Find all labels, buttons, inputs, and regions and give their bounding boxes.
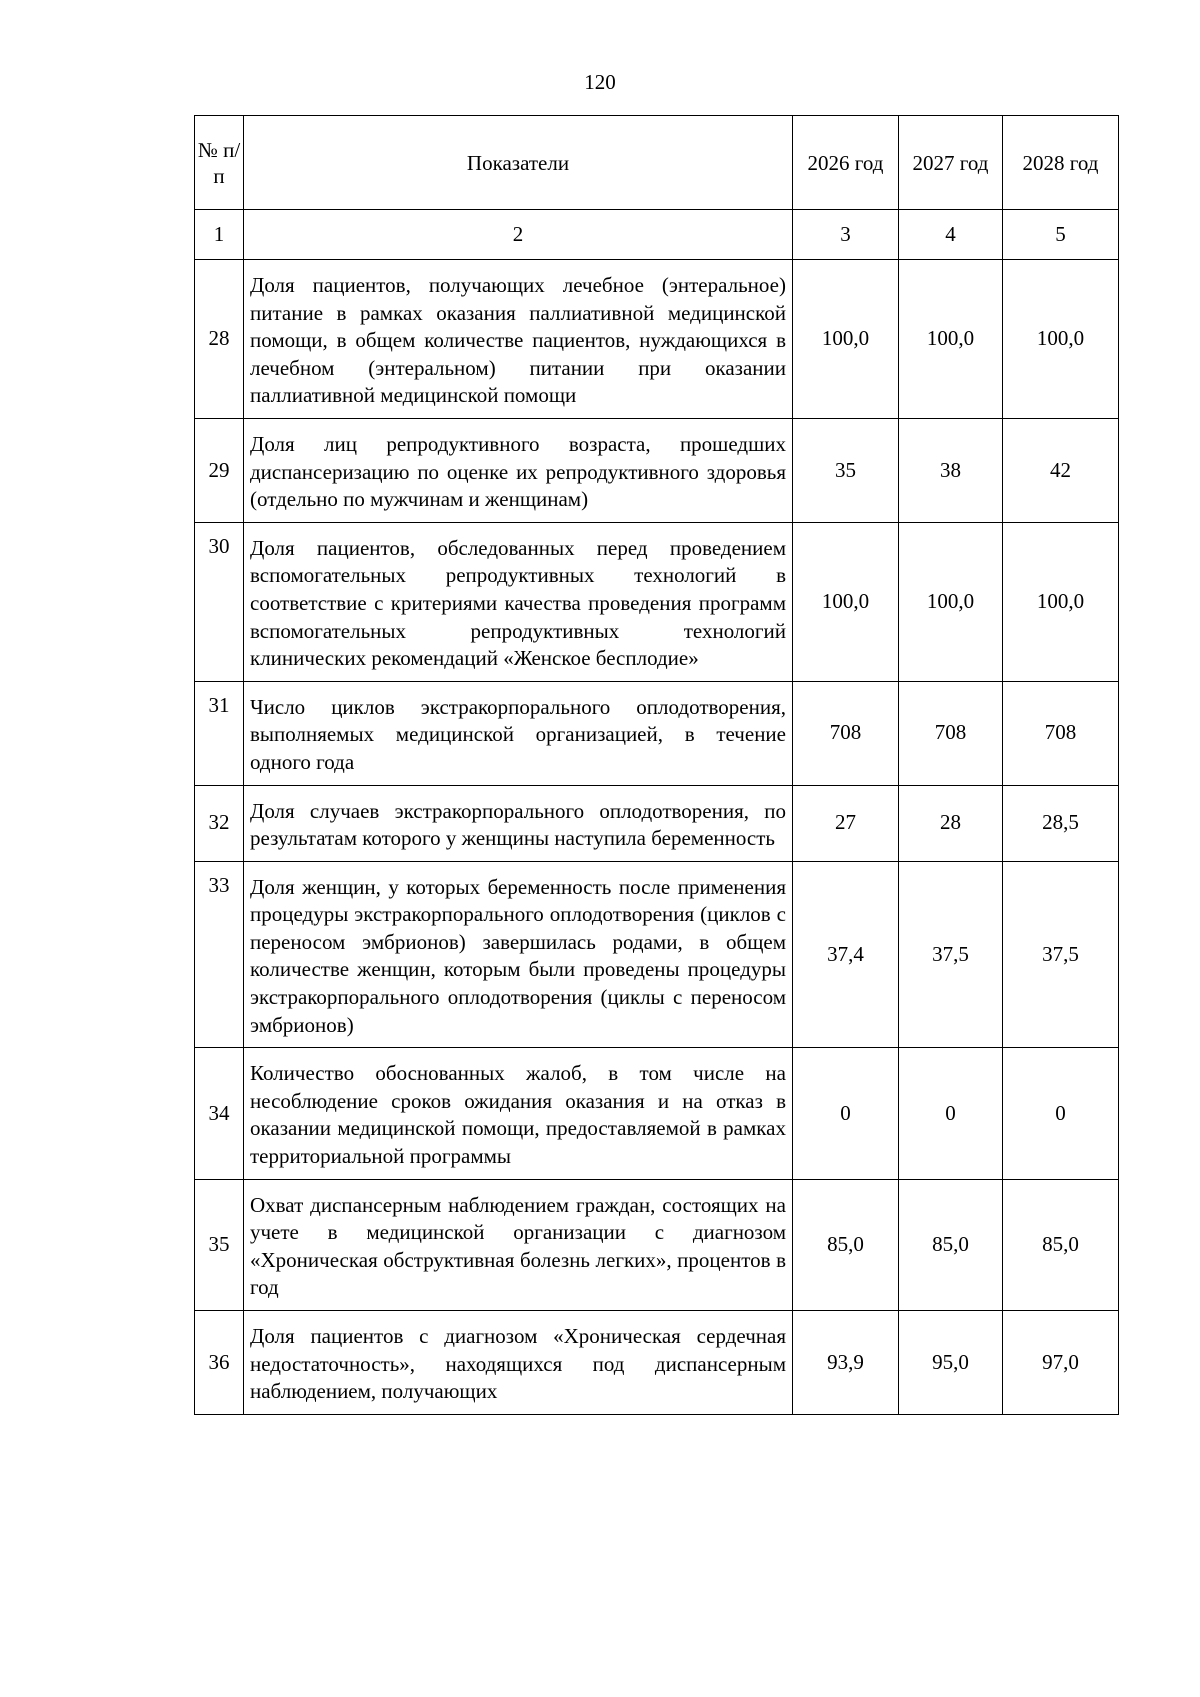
row-number: 30 bbox=[195, 522, 244, 681]
table-row bbox=[195, 1311, 1119, 1415]
row-value-2027: 28 bbox=[899, 785, 1003, 861]
table-row bbox=[195, 522, 1119, 681]
row-value-2026: 708 bbox=[793, 681, 899, 785]
row-number: 33 bbox=[195, 861, 244, 1048]
table-row bbox=[195, 260, 1119, 419]
row-number: 29 bbox=[195, 418, 244, 522]
table-row bbox=[195, 1179, 1119, 1310]
column-number: 4 bbox=[899, 210, 1003, 260]
column-number: 3 bbox=[793, 210, 899, 260]
table-row bbox=[195, 418, 1119, 522]
row-value-2027: 38 bbox=[899, 418, 1003, 522]
row-value-2028: 100,0 bbox=[1003, 260, 1119, 419]
row-indicator-text: Доля пациентов, обследованных перед проведением вспомогательных репродуктивных технологий в соответствие с критериями качества проведения программ вспомогательных репродуктивных технологий клинических рекомендаций «Женское бесплодие» bbox=[244, 522, 793, 681]
row-value-2026: 100,0 bbox=[793, 260, 899, 419]
column-numbers-row bbox=[195, 210, 1119, 260]
row-value-2027: 0 bbox=[899, 1048, 1003, 1179]
row-value-2027: 100,0 bbox=[899, 260, 1003, 419]
row-value-2028: 42 bbox=[1003, 418, 1119, 522]
row-value-2026: 35 bbox=[793, 418, 899, 522]
table-row bbox=[195, 785, 1119, 861]
row-value-2026: 100,0 bbox=[793, 522, 899, 681]
row-value-2028: 100,0 bbox=[1003, 522, 1119, 681]
row-number: 35 bbox=[195, 1179, 244, 1310]
header-indicator: Показатели bbox=[244, 116, 793, 210]
row-value-2027: 85,0 bbox=[899, 1179, 1003, 1310]
row-indicator-text: Охват диспансерным наблюдением граждан, состоящих на учете в медицинской организации с диагнозом «Хроническая обструктивная болезнь легких», процентов в год bbox=[244, 1179, 793, 1310]
row-number: 36 bbox=[195, 1311, 244, 1415]
row-value-2026: 37,4 bbox=[793, 861, 899, 1048]
table-header-row bbox=[195, 116, 1119, 210]
row-value-2028: 85,0 bbox=[1003, 1179, 1119, 1310]
row-number: 32 bbox=[195, 785, 244, 861]
row-indicator-text: Количество обоснованных жалоб, в том числе на несоблюдение сроков ожидания оказания и на отказ в оказании медицинской помощи, предоставляемой в рамках территориальной программы bbox=[244, 1048, 793, 1179]
row-indicator-text: Доля случаев экстракорпорального оплодотворения, по результатам которого у женщины наступила беременность bbox=[244, 785, 793, 861]
row-indicator-text: Доля женщин, у которых беременность после применения процедуры экстракорпорального оплодотворения (циклов с переносом эмбрионов) завершилась родами, в общем количестве женщин, которым были проведены процедуры экстракорпорального оплодотворения (циклы с переносом эмбрионов) bbox=[244, 861, 793, 1048]
row-value-2028: 97,0 bbox=[1003, 1311, 1119, 1415]
row-value-2028: 0 bbox=[1003, 1048, 1119, 1179]
table-row bbox=[195, 1048, 1119, 1179]
row-value-2027: 708 bbox=[899, 681, 1003, 785]
header-2027: 2027 год bbox=[899, 116, 1003, 210]
row-indicator-text: Доля пациентов с диагнозом «Хроническая сердечная недостаточность», находящихся под диспансерным наблюдением, получающих bbox=[244, 1311, 793, 1415]
row-number: 34 bbox=[195, 1048, 244, 1179]
row-value-2028: 708 bbox=[1003, 681, 1119, 785]
row-indicator-text: Доля лиц репродуктивного возраста, прошедших диспансеризацию по оценке их репродуктивного здоровья (отдельно по мужчинам и женщинам) bbox=[244, 418, 793, 522]
table-row bbox=[195, 861, 1119, 1048]
column-number: 2 bbox=[244, 210, 793, 260]
column-number: 5 bbox=[1003, 210, 1119, 260]
table-row bbox=[195, 681, 1119, 785]
row-value-2027: 100,0 bbox=[899, 522, 1003, 681]
row-number: 28 bbox=[195, 260, 244, 419]
row-value-2026: 0 bbox=[793, 1048, 899, 1179]
header-num: № п/п bbox=[195, 116, 244, 210]
row-value-2028: 28,5 bbox=[1003, 785, 1119, 861]
row-number: 31 bbox=[195, 681, 244, 785]
column-number: 1 bbox=[195, 210, 244, 260]
page-number: 120 bbox=[584, 70, 616, 94]
row-value-2027: 95,0 bbox=[899, 1311, 1003, 1415]
row-value-2028: 37,5 bbox=[1003, 861, 1119, 1048]
row-value-2026: 93,9 bbox=[793, 1311, 899, 1415]
header-2028: 2028 год bbox=[1003, 116, 1119, 210]
row-value-2026: 27 bbox=[793, 785, 899, 861]
row-value-2027: 37,5 bbox=[899, 861, 1003, 1048]
row-indicator-text: Число циклов экстракорпорального оплодотворения, выполняемых медицинской организацией, в течение одного года bbox=[244, 681, 793, 785]
indicators-table bbox=[194, 115, 1119, 1415]
row-value-2026: 85,0 bbox=[793, 1179, 899, 1310]
header-2026: 2026 год bbox=[793, 116, 899, 210]
row-indicator-text: Доля пациентов, получающих лечебное (энтеральное) питание в рамках оказания паллиативной медицинской помощи, в общем количестве пациентов, нуждающихся в лечебном (энтеральном) питании при оказании паллиативной медицинской помощи bbox=[244, 260, 793, 419]
